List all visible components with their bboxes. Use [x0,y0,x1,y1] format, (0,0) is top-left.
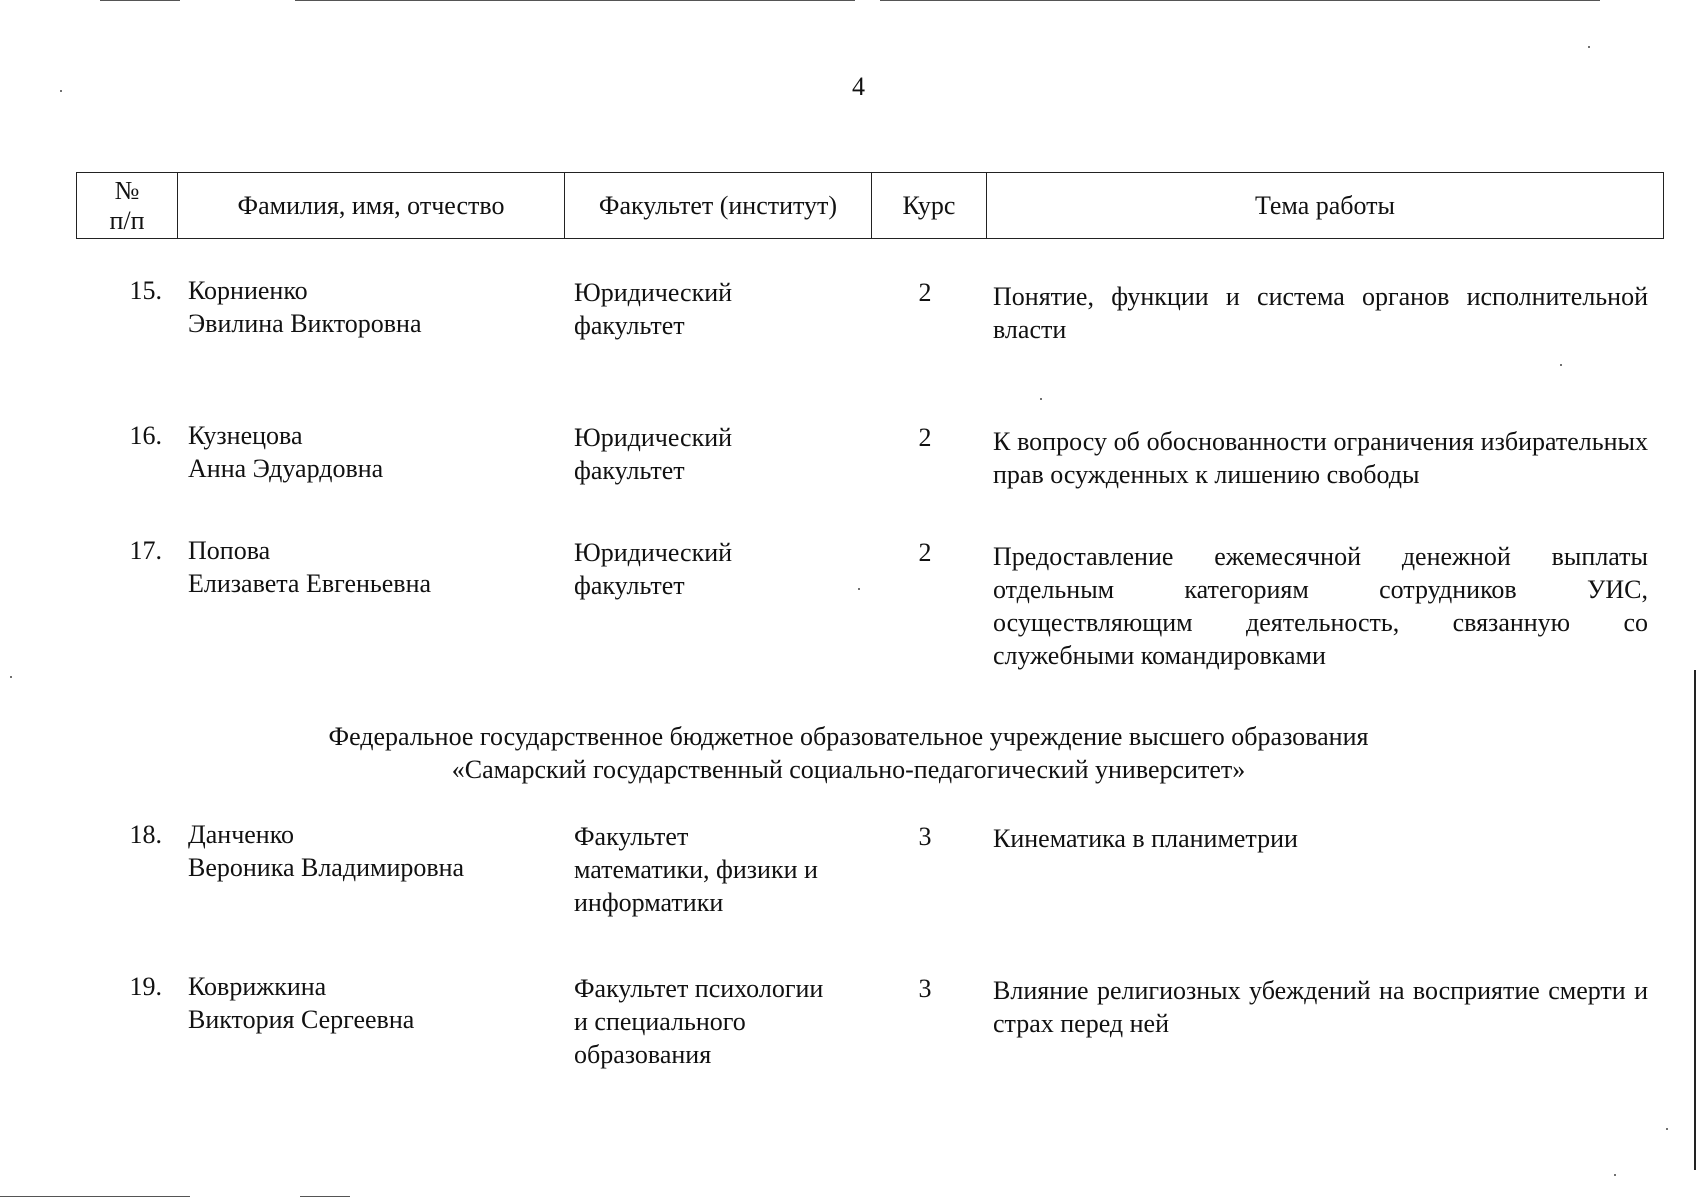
scan-speck [10,676,12,678]
faculty-line: Факультет [574,822,689,851]
header-name: Фамилия, имя, отчество [178,173,565,239]
student-name [188,419,568,485]
section-heading [0,720,1697,786]
page-number: 4 [852,72,865,101]
given-name: Анна Эдуардовна [188,454,384,483]
row-number: 15. [129,276,162,305]
scan-speck [1666,1128,1668,1130]
surname: Корниенко [188,276,308,305]
scan-line-top [100,0,180,1]
scan-speck [1614,1174,1616,1176]
faculty [574,276,874,342]
header-faculty: Факультет (институт) [565,173,872,239]
faculty-line: Юридический [574,278,733,307]
topic: Влияние религиозных убеждений на восприятие смерти и страх перед ней [993,976,1648,1038]
row-number: 19. [129,972,162,1001]
surname: Данченко [188,820,295,849]
faculty-line: факультет [574,311,685,340]
given-name: Елизавета Евгеньевна [188,569,432,598]
scan-line-top [880,0,1600,1]
section-heading-line1: Федеральное государственное бюджетное образовательное учреждение высшего образования [328,722,1369,751]
scan-line-bottom [0,1196,190,1197]
student-name [188,818,568,884]
student-name [188,534,568,600]
header-num-label: № п/п [109,175,145,235]
student-name [188,970,568,1036]
faculty-line: и специального [574,1007,746,1036]
faculty-line: факультет [574,456,685,485]
faculty-line: Юридический [574,538,733,567]
faculty [574,972,874,1071]
course: 2 [918,278,932,307]
faculty-line: информатики [574,888,724,917]
topic: К вопросу об обоснованности ограничения избирательных прав осужденных к лишению свободы [993,427,1648,489]
faculty [574,421,874,487]
table-header [76,172,1664,239]
scan-speck [1588,46,1590,48]
course: 2 [918,538,932,567]
student-name [188,274,568,340]
faculty [574,820,874,919]
row-number: 18. [129,820,162,849]
given-name: Эвилина Викторовна [188,309,422,338]
scan-speck [1040,398,1042,400]
surname: Коврижкина [188,972,327,1001]
faculty-line: Факультет психологии [574,974,824,1003]
topic: Кинематика в планиметрии [993,824,1298,853]
topic: Понятие, функции и система органов исполнительной власти [993,282,1648,344]
scan-line-bottom [300,1196,350,1197]
header-course: Курс [872,173,987,239]
header-topic: Тема работы [987,173,1664,239]
section-heading-line2: «Самарский государственный социально-педагогический университет» [451,755,1246,784]
course: 3 [918,974,932,1003]
row-number: 16. [129,421,162,450]
faculty-line: математики, физики и [574,855,818,884]
scan-speck [1560,364,1562,366]
surname: Попова [188,536,271,565]
surname: Кузнецова [188,421,303,450]
scan-line-top [295,0,855,1]
given-name: Виктория Сергеевна [188,1005,415,1034]
row-number: 17. [129,536,162,565]
faculty-line: факультет [574,571,685,600]
faculty-line: Юридический [574,423,733,452]
course: 3 [918,822,932,851]
topic: Предоставление ежемесячной денежной выплаты отдельным категориям сотрудников УИС, осуществляющим деятельность, связанную со служебными командировками [993,542,1648,670]
faculty [574,536,874,602]
header-num [77,173,178,239]
faculty-line: образования [574,1040,712,1069]
course: 2 [918,423,932,452]
given-name: Вероника Владимировна [188,853,465,882]
